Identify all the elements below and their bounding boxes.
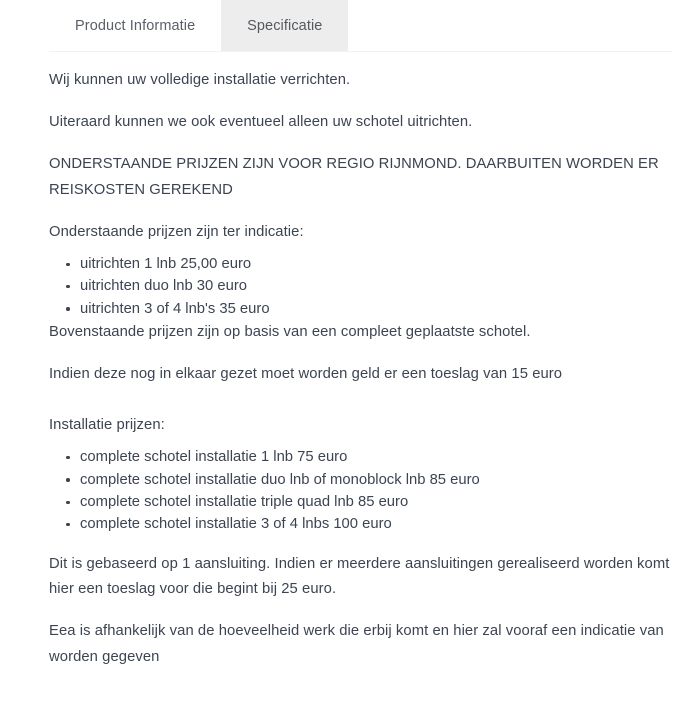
paragraph-meerdere-aansluitingen: Dit is gebaseerd op 1 aansluiting. Indien er meerdere aansluitingen gerealiseerd worden komt hier een toeslag voor die begint bij 25 euro. xyxy=(49,555,670,598)
list-item: uitrichten duo lnb 30 euro xyxy=(66,275,672,297)
list-item: uitrichten 3 of 4 lnb's 35 euro xyxy=(66,298,672,320)
list-spacer-top-2 xyxy=(49,438,672,446)
list-installatie-prijzen xyxy=(49,446,672,536)
specificatie-panel xyxy=(0,52,679,670)
paragraph-regio-rijnmond-notice: ONDERSTAANDE PRIJZEN ZIJN VOOR REGIO RIJNMOND. DAARBUITEN WORDEN ER REISKOSTEN GEREKEND xyxy=(49,156,659,198)
tab-product-informatie[interactable]: Product Informatie xyxy=(49,0,221,52)
paragraph-prijzen-indicatie: Onderstaande prijzen zijn ter indicatie: xyxy=(49,223,304,240)
paragraph-installatie-verrichten: Wij kunnen uw volledige installatie verrichten. xyxy=(49,72,351,88)
paragraph-installatie-prijzen-heading: Installatie prijzen: xyxy=(49,416,165,433)
list-item: uitrichten 1 lnb 25,00 euro xyxy=(66,253,672,275)
paragraph-blank-spacer xyxy=(49,388,672,413)
list-item: complete schotel installatie triple quad lnb 85 euro xyxy=(66,491,672,513)
paragraph-indicatie-vooraf: Eea is afhankelijk van de hoeveelheid werk die erbij komt en hier zal vooraf een indicatie van worden gegeven xyxy=(49,623,664,665)
tab-specificatie[interactable]: Specificatie xyxy=(221,0,348,52)
list-item: complete schotel installatie 1 lnb 75 euro xyxy=(66,446,672,468)
list-uitrichten-prijzen xyxy=(49,253,672,320)
paragraph-toeslag-15-euro: Indien deze nog in elkaar gezet moet worden geld er een toeslag van 15 euro xyxy=(49,366,563,383)
list-item: complete schotel installatie duo lnb of monoblock lnb 85 euro xyxy=(66,469,672,491)
paragraph-compleet-geplaatste-schotel: Bovenstaande prijzen zijn op basis van een compleet geplaatste schotel. xyxy=(49,324,531,341)
list-spacer-top xyxy=(49,245,672,253)
paragraph-schotel-uitrichten: Uiteraard kunnen we ook eventueel alleen uw schotel uitrichten. xyxy=(49,114,473,130)
list-item: complete schotel installatie 3 of 4 lnbs 100 euro xyxy=(66,513,672,535)
tab-bar-divider xyxy=(49,51,672,52)
tab-bar xyxy=(0,0,679,52)
